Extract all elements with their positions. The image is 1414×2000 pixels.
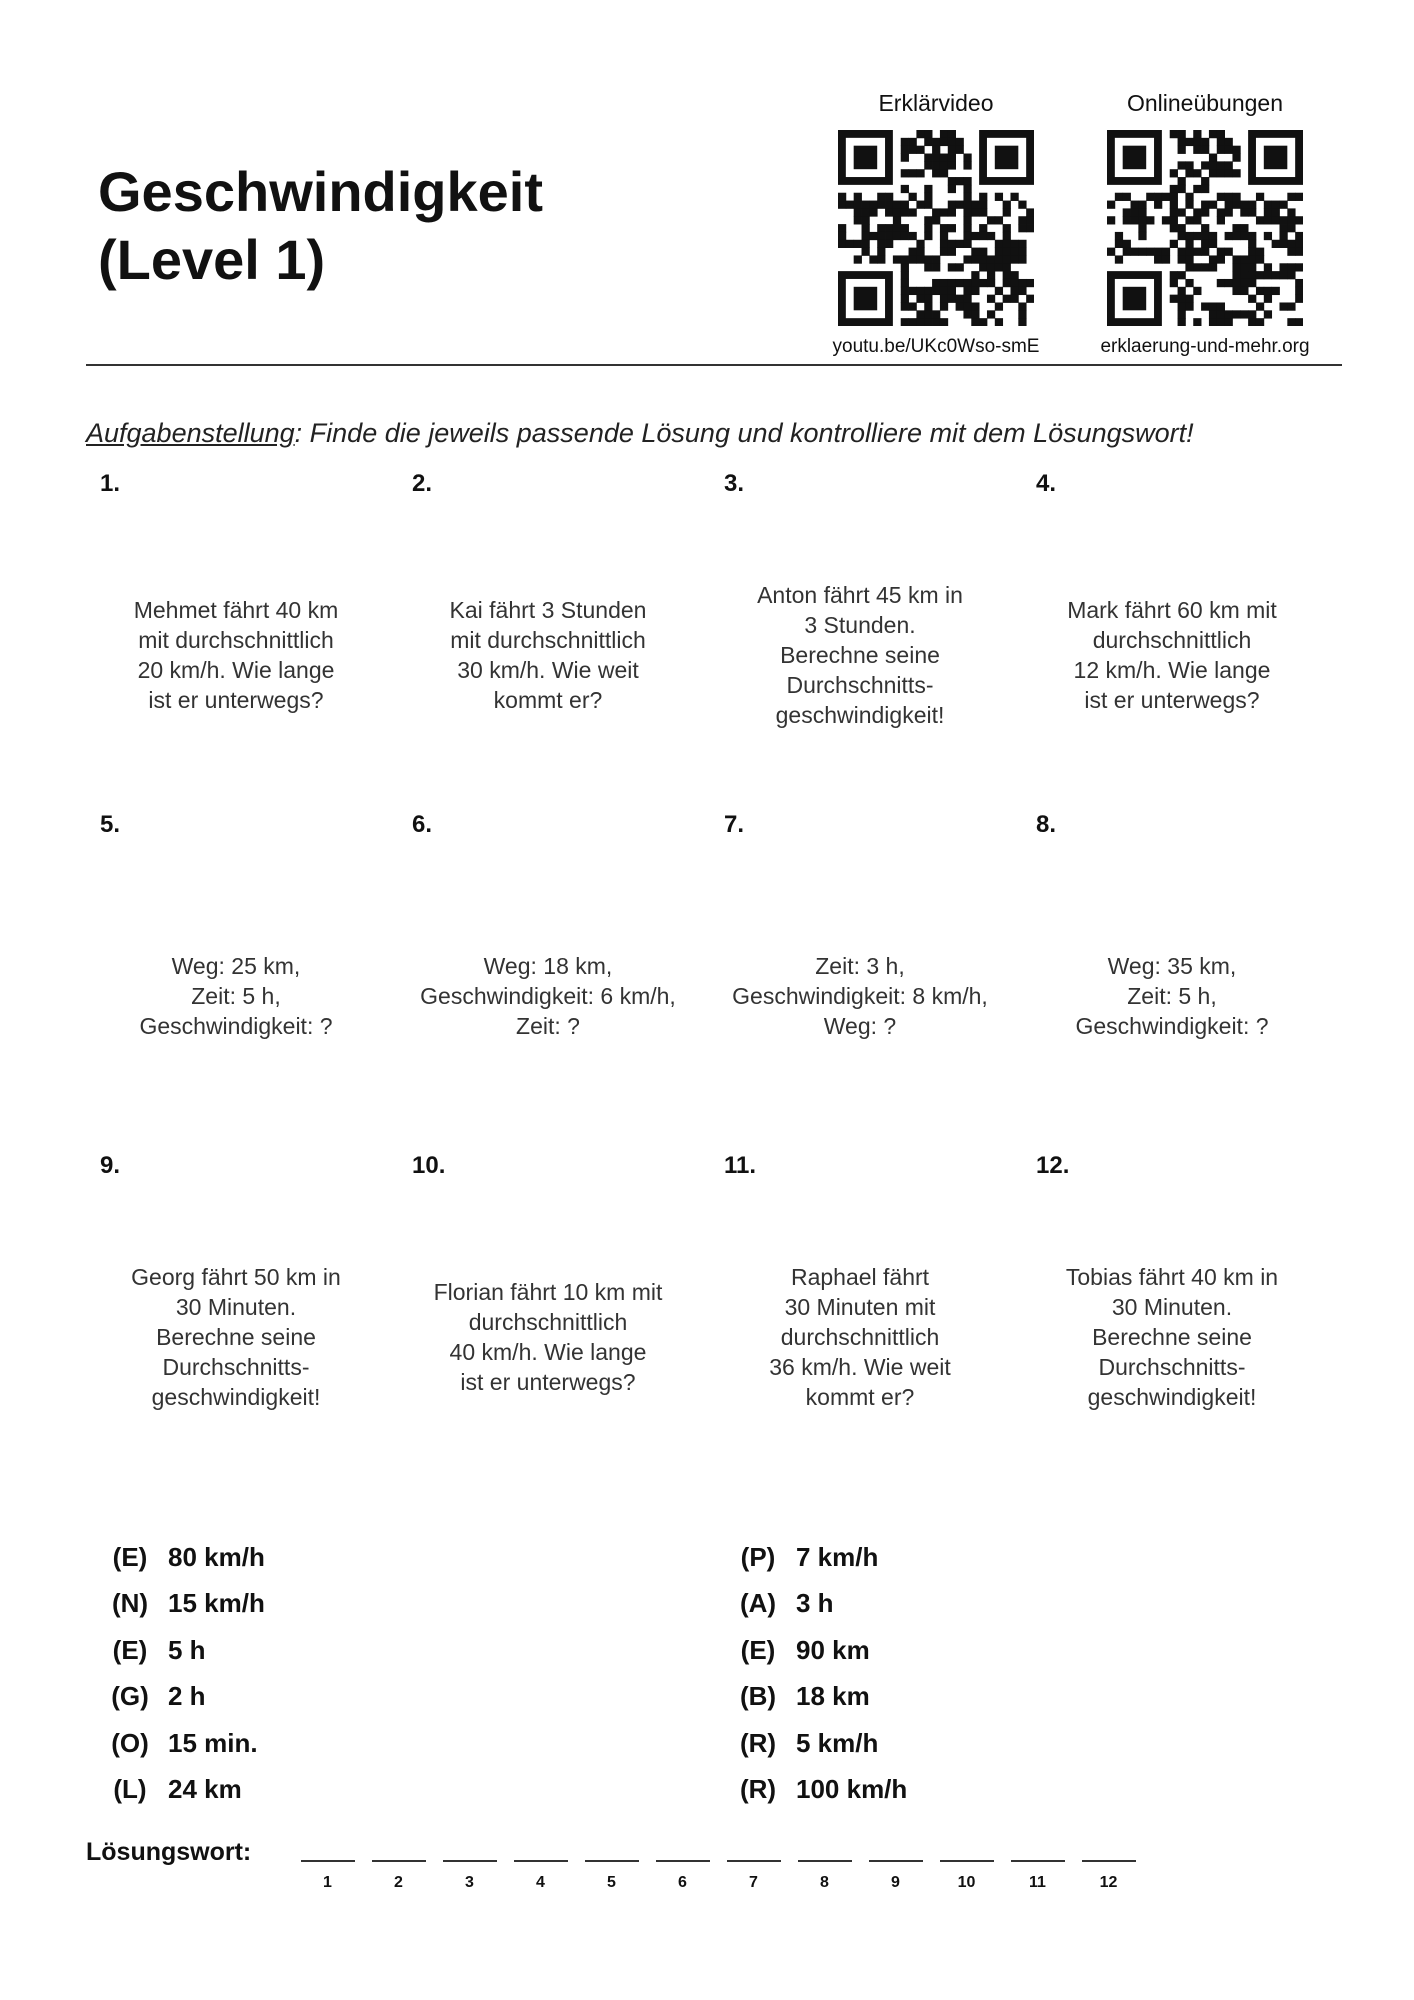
task-text: Anton fährt 45 km in 3 Stunden. Berechne seine Durchschnitts- geschwindigkeit!	[757, 582, 963, 728]
answer-letter: (O)	[111, 1727, 149, 1758]
answer-value: 3 h	[796, 1588, 834, 1619]
answer-option	[92, 1534, 265, 1581]
title-line-2: (Level 1)	[98, 228, 326, 291]
solution-blank[interactable]	[434, 1860, 505, 1892]
answer-option	[720, 1627, 907, 1674]
blank-number: 10	[957, 1874, 976, 1891]
task-text: Weg: 35 km, Zeit: 5 h, Geschwindigkeit: ?	[1075, 953, 1269, 1039]
task-number: 5.	[100, 811, 121, 838]
answer-option	[720, 1534, 907, 1581]
answer-option	[720, 1581, 907, 1628]
task-card	[86, 1152, 386, 1472]
solution-blank[interactable]	[789, 1860, 860, 1892]
answer-letter: (G)	[111, 1681, 149, 1712]
answer-value: 100 km/h	[796, 1774, 908, 1805]
qr-url: youtu.be/UKc0Wso-smE	[832, 336, 1040, 357]
answer-letter: (N)	[111, 1588, 149, 1619]
answer-letter: (L)	[113, 1774, 147, 1805]
solution-word-blanks	[292, 1860, 1144, 1892]
task-card	[86, 811, 386, 1131]
qr-block-online	[1085, 88, 1325, 358]
answer-value: 18 km	[796, 1681, 870, 1712]
answer-value: 2 h	[168, 1681, 206, 1712]
blank-line	[1011, 1860, 1065, 1862]
blank-line	[727, 1860, 781, 1862]
task-number: 8.	[1036, 811, 1057, 838]
qr-block-video	[816, 88, 1056, 358]
blank-line	[940, 1860, 994, 1862]
solution-blank[interactable]	[1073, 1860, 1144, 1892]
blank-number: 8	[820, 1874, 829, 1891]
task-number: 12.	[1036, 1152, 1070, 1179]
task-card	[1022, 470, 1322, 790]
task-number: 7.	[724, 811, 745, 838]
qr-caption: Erklärvideo	[878, 90, 994, 116]
task-text: Georg fährt 50 km in 30 Minuten. Berechne seine Durchschnitts- geschwindigkeit!	[131, 1264, 341, 1410]
blank-line	[585, 1860, 639, 1862]
blank-number: 6	[678, 1874, 687, 1891]
blank-number: 1	[323, 1874, 332, 1891]
solution-word-label: Lösungswort:	[86, 1838, 252, 1866]
blank-number: 5	[607, 1874, 616, 1891]
header-divider	[86, 364, 1342, 366]
title-line-1: Geschwindigkeit	[98, 160, 543, 223]
blank-line	[443, 1860, 497, 1862]
answer-value: 80 km/h	[168, 1541, 265, 1572]
blank-line	[798, 1860, 852, 1862]
solution-blank[interactable]	[292, 1860, 363, 1892]
answer-value: 5 km/h	[796, 1727, 879, 1758]
solution-blank[interactable]	[505, 1860, 576, 1892]
instructions-label: Aufgabenstellung	[86, 418, 295, 448]
task-card	[1022, 1152, 1322, 1472]
task-number: 4.	[1036, 470, 1057, 497]
task-number: 1.	[100, 470, 121, 497]
answer-value: 5 h	[168, 1634, 206, 1665]
blank-number: 3	[465, 1874, 474, 1891]
qr-code-icon	[1107, 130, 1303, 326]
blank-line	[1082, 1860, 1136, 1862]
answer-letter: (R)	[739, 1774, 777, 1805]
task-card	[398, 470, 698, 790]
answer-letter: (E)	[112, 1541, 148, 1572]
solution-blank[interactable]	[647, 1860, 718, 1892]
answer-list-left	[92, 1534, 265, 1813]
task-text: Florian fährt 10 km mit durchschnittlich 40 km/h. Wie lange ist er unterwegs?	[433, 1279, 663, 1395]
solution-blank[interactable]	[1002, 1860, 1073, 1892]
task-text: Weg: 18 km, Geschwindigkeit: 6 km/h, Zeit: ?	[420, 953, 676, 1039]
answer-value: 90 km	[796, 1634, 870, 1665]
task-text: Mark fährt 60 km mit durchschnittlich 12 km/h. Wie lange ist er unterwegs?	[1067, 597, 1277, 713]
task-card	[86, 470, 386, 790]
task-number: 6.	[412, 811, 433, 838]
blank-line	[372, 1860, 426, 1862]
answer-option	[92, 1581, 265, 1628]
task-text: Raphael fährt 30 Minuten mit durchschnittlich 36 km/h. Wie weit kommt er?	[769, 1264, 951, 1410]
blank-line	[514, 1860, 568, 1862]
answer-letter: (E)	[112, 1634, 148, 1665]
answer-letter: (R)	[739, 1727, 777, 1758]
solution-blank[interactable]	[718, 1860, 789, 1892]
qr-url: erklaerung-und-mehr.org	[1100, 336, 1310, 357]
instructions	[86, 418, 1194, 449]
qr-caption: Onlineübungen	[1126, 90, 1284, 116]
task-number: 9.	[100, 1152, 121, 1179]
answer-option	[92, 1674, 265, 1721]
solution-blank[interactable]	[931, 1860, 1002, 1892]
solution-blank[interactable]	[576, 1860, 647, 1892]
task-text: Weg: 25 km, Zeit: 5 h, Geschwindigkeit: ?	[139, 953, 333, 1039]
page-title	[98, 158, 543, 294]
task-text: Zeit: 3 h, Geschwindigkeit: 8 km/h, Weg: ?	[732, 953, 988, 1039]
task-card	[710, 811, 1010, 1131]
answer-value: 24 km	[168, 1774, 242, 1805]
solution-blank[interactable]	[860, 1860, 931, 1892]
instructions-text: : Finde die jeweils passende Lösung und kontrolliere mit dem Lösungswort!	[294, 418, 1194, 448]
answer-option	[92, 1720, 265, 1767]
task-card	[710, 1152, 1010, 1472]
answer-value: 15 km/h	[168, 1588, 265, 1619]
blank-number: 7	[749, 1874, 758, 1891]
blank-number: 9	[891, 1874, 900, 1891]
task-number: 11.	[724, 1152, 757, 1179]
blank-line	[869, 1860, 923, 1862]
answer-option	[92, 1627, 265, 1674]
answer-letter: (E)	[740, 1634, 776, 1665]
answer-letter: (B)	[739, 1681, 777, 1712]
answer-list-right	[720, 1534, 907, 1813]
blank-number: 11	[1029, 1874, 1046, 1891]
task-text: Tobias fährt 40 km in 30 Minuten. Berechne seine Durchschnitts- geschwindigkeit!	[1065, 1264, 1279, 1410]
answer-value: 15 min.	[168, 1727, 258, 1758]
blank-line	[301, 1860, 355, 1862]
blank-number: 4	[536, 1874, 545, 1891]
task-card	[1022, 811, 1322, 1131]
answer-letter: (A)	[739, 1588, 777, 1619]
task-text: Mehmet fährt 40 km mit durchschnittlich 20 km/h. Wie lange ist er unterwegs?	[133, 597, 339, 713]
task-number: 2.	[412, 470, 433, 497]
task-card	[398, 811, 698, 1131]
task-card	[710, 470, 1010, 790]
answer-option	[720, 1674, 907, 1721]
blank-number: 2	[394, 1874, 403, 1891]
task-text: Kai fährt 3 Stunden mit durchschnittlich 30 km/h. Wie weit kommt er?	[449, 597, 647, 713]
solution-blank[interactable]	[363, 1860, 434, 1892]
blank-number: 12	[1099, 1874, 1118, 1891]
blank-line	[656, 1860, 710, 1862]
answer-option	[92, 1767, 265, 1814]
answer-value: 7 km/h	[796, 1541, 879, 1572]
task-number: 3.	[724, 470, 745, 497]
qr-code-icon	[838, 130, 1034, 326]
task-number: 10.	[412, 1152, 446, 1179]
task-card	[398, 1152, 698, 1472]
answer-option	[720, 1767, 907, 1814]
answer-option	[720, 1720, 907, 1767]
answer-letter: (P)	[740, 1541, 776, 1572]
